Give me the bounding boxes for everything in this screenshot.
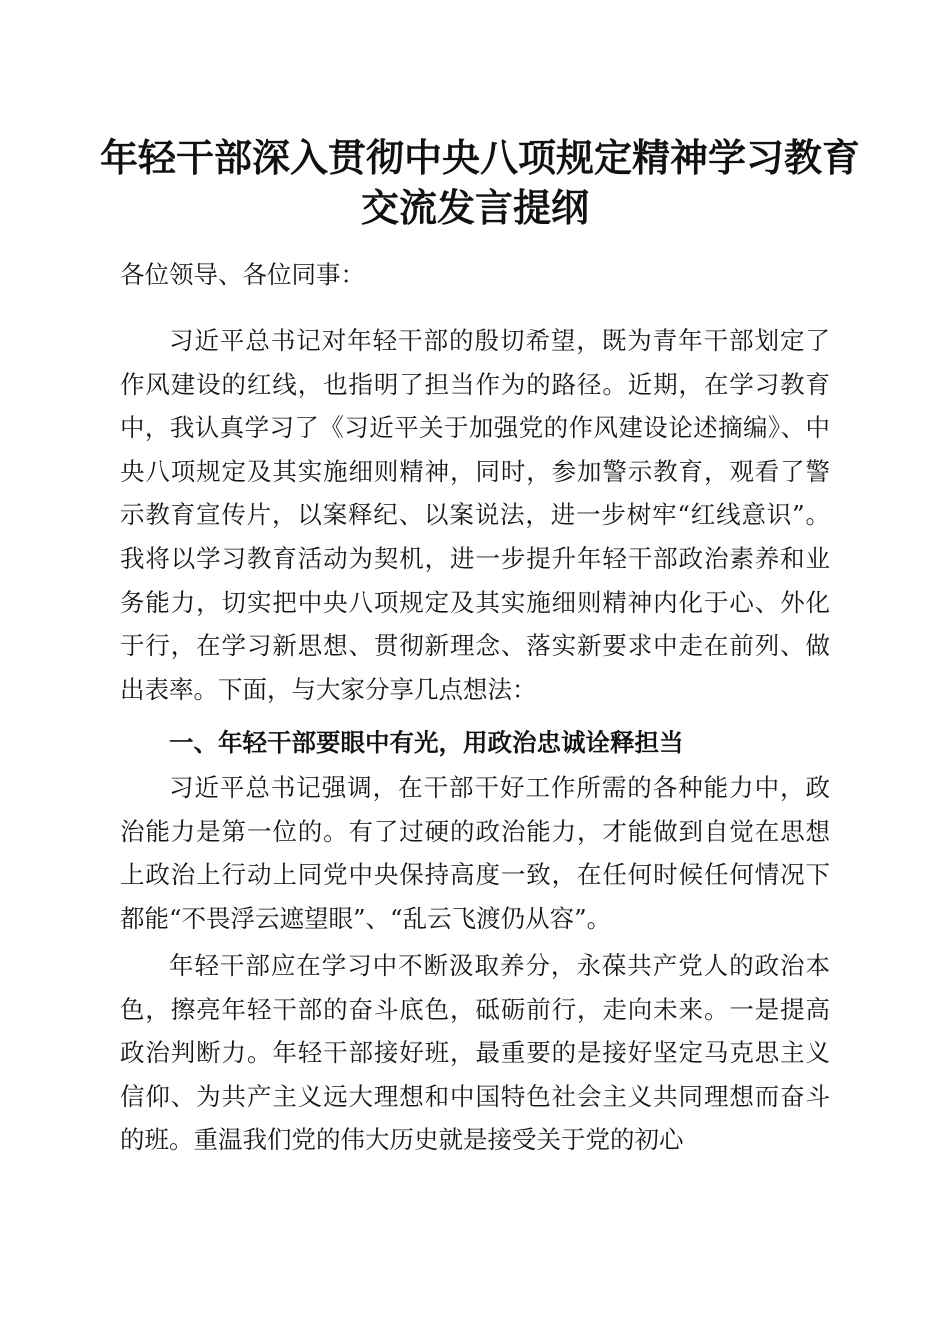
document-title-line-1: 年轻干部深入贯彻中央八项规定精神学习教育 <box>100 135 861 180</box>
section-heading-1: 一、年轻干部要眼中有光，用政治忠诚诠释担当 <box>169 728 684 757</box>
document-title-line-2: 交流发言提纲 <box>360 185 589 230</box>
paragraph-section1-b: 年轻干部应在学习中不断汲取养分，永葆共产党人的政治本色，擦亮年轻干部的奋斗底色，砥砺前行，走向未来。一是提高政治判断力。年轻干部接好班，最重要的是接好坚定马克思主义信仰、为共产主义远大理想和中国特色社会主义共同理想而奋斗的班。重温我们党的伟大历史就是接受关于党的初心 <box>120 951 830 1155</box>
paragraph-intro: 习近平总书记对年轻干部的殷切希望，既为青年干部划定了作风建设的红线，也指明了担当作为的路径。近期，在学习教育中，我认真学习了《习近平关于加强党的作风建设论述摘编》、中央八项规定及其实施细则精神，同时，参加警示教育，观看了警示教育宣传片，以案释纪、以案说法，进一步树牢“红线意识”。我将以学习教育活动为契机，进一步提升年轻干部政治素养和业务能力，切实把中央八项规定及其实施细则精神内化于心、外化于行，在学习新思想、贯彻新理念、落实新要求中走在前列、做出表率。下面，与大家分享几点想法： <box>120 326 830 704</box>
paragraph-section1-a: 习近平总书记强调，在干部干好工作所需的各种能力中，政治能力是第一位的。有了过硬的政治能力，才能做到自觉在思想上政治上行动上同党中央保持高度一致，在任何时候任何情况下都能“不畏浮云遮望眼”、“乱云飞渡仍从容”。 <box>120 773 830 933</box>
salutation: 各位领导、各位同事： <box>120 260 365 289</box>
